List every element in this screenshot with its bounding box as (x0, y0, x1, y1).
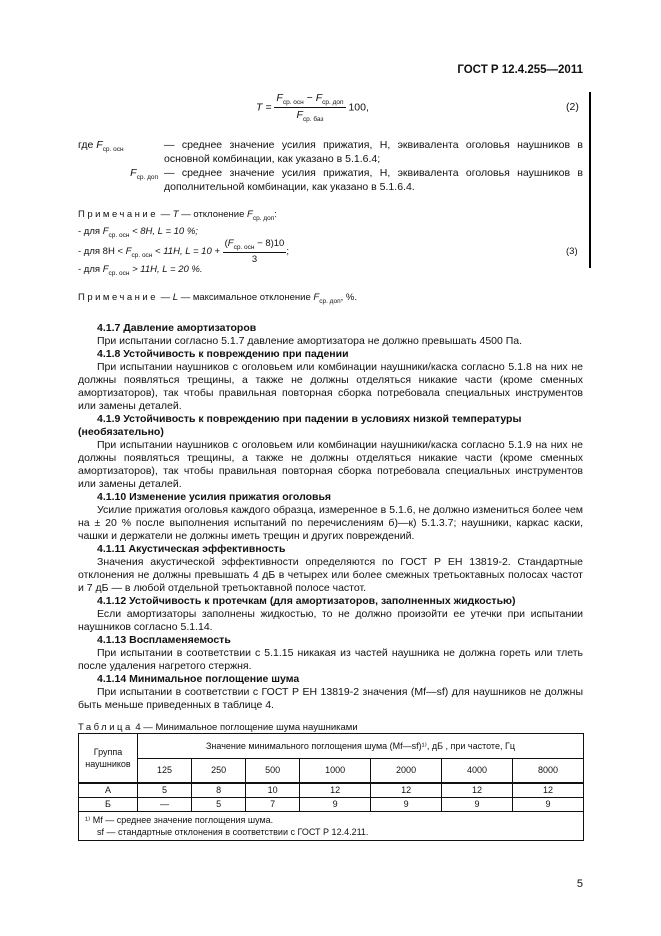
value-cell: 9 (442, 797, 513, 811)
symbol: F (227, 238, 234, 249)
page-number: 5 (576, 878, 583, 890)
symbol: L (172, 292, 179, 303)
footnote: ¹⁾ Mf — среднее значение поглощения шума. (85, 814, 274, 825)
where-text: — среднее значение усилия прижатия, Н, эквивалента оголовья наушников в основной комбинации, как указано в 5.1.6.4; (164, 139, 583, 165)
value-cell: 9 (300, 797, 371, 811)
caption-text: 4 — Минимальное поглощение шума наушниками (132, 722, 358, 733)
section-text: Усилие прижатия оголовья каждого образца, измеренное в 5.1.6, не должно измениться более чем на ± 20 % после выполнения испытаний по перечислениям б)—к) 5.1.3.7; наушники, каркас каски, чашки и держатели не должны иметь трещин и других повреждений. (78, 504, 583, 542)
symbol-sub: ср. осн (108, 269, 130, 277)
freq-header: 250 (192, 759, 246, 783)
freq-header: 8000 (512, 759, 583, 783)
section-text: При испытании наушников с оголовьем или комбинации наушники/каска согласно 5.1.8 на них не должны появляться трещины, а также не должны отделяться никакие части (кроме сменных амортизаторов), так чтобы правильная повторная сборка потребовала специальных инструментов или замены деталей. (78, 361, 583, 412)
dash: — (158, 292, 173, 303)
f-sub: ср. баз (302, 116, 324, 124)
footnote: sf — стандартные отклонения в соответствии с ГОСТ Р 12.4.211. (97, 826, 369, 837)
span-header: Значение минимального поглощения шума (Mf—sf)¹⁾, дБ , при частоте, Гц (138, 734, 584, 759)
value-cell: 5 (192, 797, 246, 811)
change-bar (589, 92, 591, 268)
symbol-sub: ср. доп (136, 174, 158, 182)
freq-header: 125 (138, 759, 192, 783)
symbol: F (96, 139, 103, 151)
formula-lhs: T = (256, 101, 272, 114)
note-label: Примечание (78, 292, 158, 303)
section-title: 4.1.13 Воспламеняемость (97, 634, 231, 646)
section-text: Если амортизаторы заполнены жидкостью, то не должно произойти ее утечки при испытании наушников согласно 5.1.14. (78, 608, 583, 633)
section-text: При испытании в соответствии с ГОСТ Р ЕН 13819-2 значения (Mf—sf) для наушников не должны быть меньше приведенных в таблице 4. (78, 686, 583, 711)
punct: : (274, 209, 277, 220)
group-header: Группа наушников (79, 734, 138, 783)
symbol: T (172, 209, 179, 220)
group-cell: А (79, 783, 138, 798)
value-cell: 12 (512, 783, 583, 798)
value-cell: 5 (138, 783, 192, 798)
freq-header: 1000 (300, 759, 371, 783)
value-cell: 8 (192, 783, 246, 798)
punct: ; (286, 245, 289, 257)
table-row (79, 797, 584, 811)
section-title: 4.1.14 Минимальное поглощение шума (97, 673, 300, 685)
case-text: - для 8H < (78, 245, 126, 257)
value-cell: 7 (246, 797, 300, 811)
case-condition: < 8H, L = 10 %; (129, 226, 198, 237)
noise-absorption-table (78, 733, 584, 841)
freq-header: 4000 (442, 759, 513, 783)
symbol: F (247, 209, 253, 220)
table-caption (78, 722, 358, 733)
freq-header: 500 (246, 759, 300, 783)
sections (78, 322, 583, 712)
equation-number: (3) (566, 246, 578, 257)
freq-header: 2000 (371, 759, 442, 783)
paren: ( (224, 238, 228, 249)
minus: − (303, 92, 316, 104)
caption-label: Таблица (78, 722, 133, 733)
f-sub: ср. осн (282, 99, 304, 107)
note-1 (78, 209, 277, 222)
section-title: 4.1.10 Изменение усилия прижатия оголовья (97, 491, 332, 503)
symbol-sub: ср. осн (233, 243, 255, 251)
formula-2 (256, 92, 369, 123)
case-1 (78, 226, 198, 239)
symbol-sub: ср. осн (131, 251, 153, 259)
symbol-sub: ср. доп (319, 297, 341, 305)
table-row (79, 783, 584, 798)
case-condition: < 11H, L = 10 + (152, 245, 223, 257)
formula-tail: 100, (348, 101, 369, 114)
denominator: 3 (251, 253, 258, 265)
where-item (78, 166, 583, 194)
symbol: F (125, 245, 132, 257)
case-condition: > 11H, L = 20 %. (129, 264, 203, 275)
section-title: 4.1.7 Давление амортизаторов (97, 322, 257, 334)
punct: , %. (340, 292, 357, 303)
note-text: — отклонение (178, 209, 248, 220)
section-title: 4.1.9 Устойчивость к повреждению при падении в условиях низкой температуры (необязательно) (78, 413, 522, 438)
symbol: F (130, 167, 137, 179)
f-sym: F (315, 92, 323, 104)
section-title: 4.1.12 Устойчивость к протечкам (для амортизаторов, заполненных жидкостью) (97, 595, 516, 607)
value-cell: 12 (442, 783, 513, 798)
symbol: F (102, 226, 109, 237)
where-item (78, 138, 583, 166)
section-title: 4.1.11 Акустическая эффективность (97, 543, 286, 555)
where-prefix: где (78, 139, 97, 151)
note-text: — максимальное отклонение (178, 292, 314, 303)
f-sym: F (296, 109, 303, 122)
section-text: При испытании в соответствии с 5.1.15 никакая из частей наушника не должна гореть или тлеть после удаления нагретого стержня. (78, 647, 583, 672)
document-header: ГОСТ Р 12.4.255—2011 (457, 64, 583, 76)
f-sub: ср. доп (322, 99, 344, 107)
table-footnotes (79, 811, 584, 840)
symbol-sub: ср. осн (102, 146, 124, 154)
where-block (78, 138, 583, 194)
group-cell: Б (79, 797, 138, 811)
value-cell: 9 (371, 797, 442, 811)
fraction (223, 238, 287, 265)
symbol-sub: ср. осн (108, 231, 130, 239)
note-label: Примечание (78, 209, 158, 220)
symbol: F (102, 264, 109, 275)
case-3 (78, 264, 203, 277)
num-tail: − 8)10 (254, 238, 285, 249)
case-text: - для (78, 226, 103, 237)
fraction (274, 92, 345, 123)
value-cell: 10 (246, 783, 300, 798)
where-text: — среднее значение усилия прижатия, Н, эквивалента оголовья наушников в дополнительной комбинации, как указано в 5.1.6.4. (164, 167, 583, 193)
case-2 (78, 238, 289, 265)
value-cell: 9 (512, 797, 583, 811)
section-text: Значения акустической эффективности определяются по ГОСТ Р ЕН 13819-2. Стандартные отклонения не должны превышать 4 дБ в четырех или более смежных третьоктавных полосах частот и 7 дБ — в любой отдельной третьоктавной полосе частот. (78, 556, 583, 594)
symbol-sub: ср. доп (252, 214, 275, 222)
value-cell: 12 (371, 783, 442, 798)
equation-number: (2) (566, 101, 579, 113)
note-2 (78, 292, 357, 305)
dash: — (158, 209, 173, 220)
value-cell: 12 (300, 783, 371, 798)
value-cell: — (138, 797, 192, 811)
section-text: При испытании наушников с оголовьем или комбинации наушники/каска согласно 5.1.9 на них не должны появляться трещины, а также не должны отделяться никакие части (кроме сменных амортизаторов), так чтобы правильная повторная сборка потребовала специальных инструментов или замены деталей. (78, 439, 583, 490)
f-sym: F (276, 92, 283, 104)
section-text: При испытании согласно 5.1.7 давление амортизатора не должно превышать 4500 Па. (97, 335, 523, 347)
section-title: 4.1.8 Устойчивость к повреждению при падении (97, 348, 349, 360)
case-text: - для (78, 264, 103, 275)
symbol: F (313, 292, 320, 303)
